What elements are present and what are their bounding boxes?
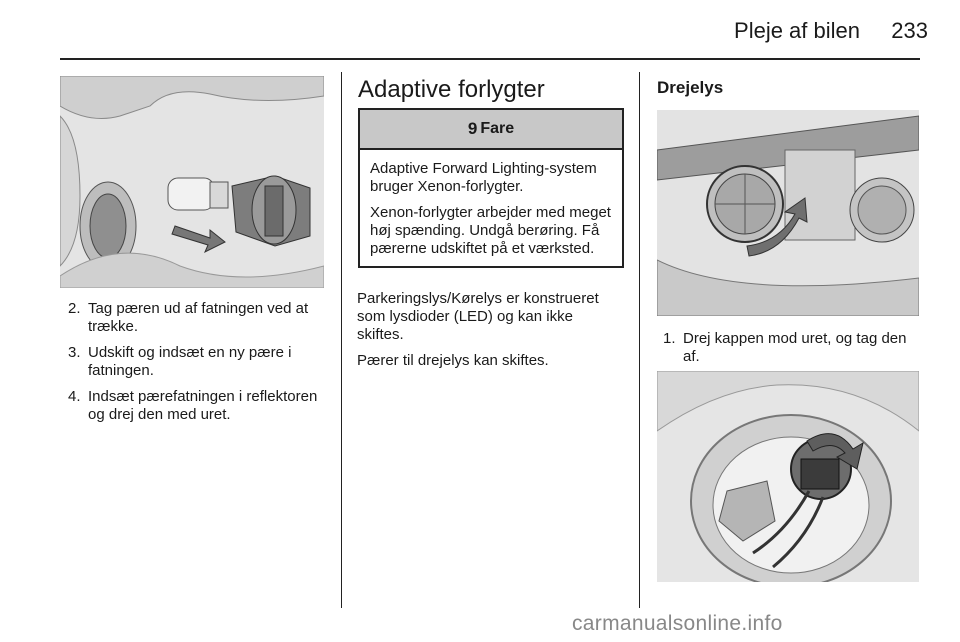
body-paragraph: Pærer til drejelys kan skiftes.: [357, 352, 549, 369]
danger-paragraph: Xenon-forlygter arbejder med meget høj spænding. Undgå berøring. Få pærerne udskiftet på et værksted.: [370, 204, 611, 257]
step-number: 2.: [68, 300, 81, 317]
list-item: [62, 344, 326, 380]
watermark: carmanualsonline.info: [572, 612, 783, 635]
instruction-list: [657, 330, 921, 366]
page-section-title: Pleje af bilen: [734, 18, 860, 43]
list-item: [657, 330, 921, 366]
step-text: Udskift og indsæt en ny pære i fatningen.: [88, 344, 292, 379]
headlamp-cap-illustration: [657, 110, 919, 316]
warning-triangle-icon: 9: [467, 119, 478, 138]
subsection-heading: Drejelys: [657, 78, 724, 97]
step-number: 3.: [68, 344, 81, 361]
list-item: [62, 388, 326, 424]
list-item: [62, 300, 326, 336]
section-heading: Adaptive forlygter: [358, 76, 545, 103]
column-divider-right: [639, 72, 640, 608]
step-text: Tag pæren ud af fatningen ved at trække.: [88, 300, 309, 335]
column-divider-left: [341, 72, 342, 608]
step-text: Drej kappen mod uret, og tag den af.: [683, 330, 907, 365]
left-column-text: [62, 300, 326, 432]
right-column-text: [657, 330, 921, 374]
step-text: Indsæt pærefatningen i reflektoren og drej den med uret.: [88, 388, 318, 423]
bulb-socket-illustration: [60, 76, 324, 288]
instruction-list: [62, 300, 326, 424]
bulb-removal-illustration: [657, 371, 919, 582]
bulb-socket-drawing: [60, 76, 324, 288]
bulb-removal-drawing: [657, 371, 919, 582]
page-number: 233: [891, 18, 928, 43]
headlamp-cap-drawing: [657, 110, 919, 316]
step-number: 4.: [68, 388, 81, 405]
danger-paragraph: Adaptive Forward Lighting-system bruger Xenon-forlygter.: [370, 160, 597, 195]
danger-header: [360, 110, 622, 150]
middle-column-text: [357, 290, 623, 378]
danger-title: Fare: [480, 120, 515, 137]
body-paragraph: Parkeringslys/Kørelys er konstrueret som lysdioder (LED) og kan ikke skiftes.: [357, 290, 599, 343]
header-divider: [60, 58, 920, 60]
danger-body: [360, 150, 622, 266]
step-number: 1.: [663, 330, 676, 347]
danger-notice: [358, 108, 624, 268]
